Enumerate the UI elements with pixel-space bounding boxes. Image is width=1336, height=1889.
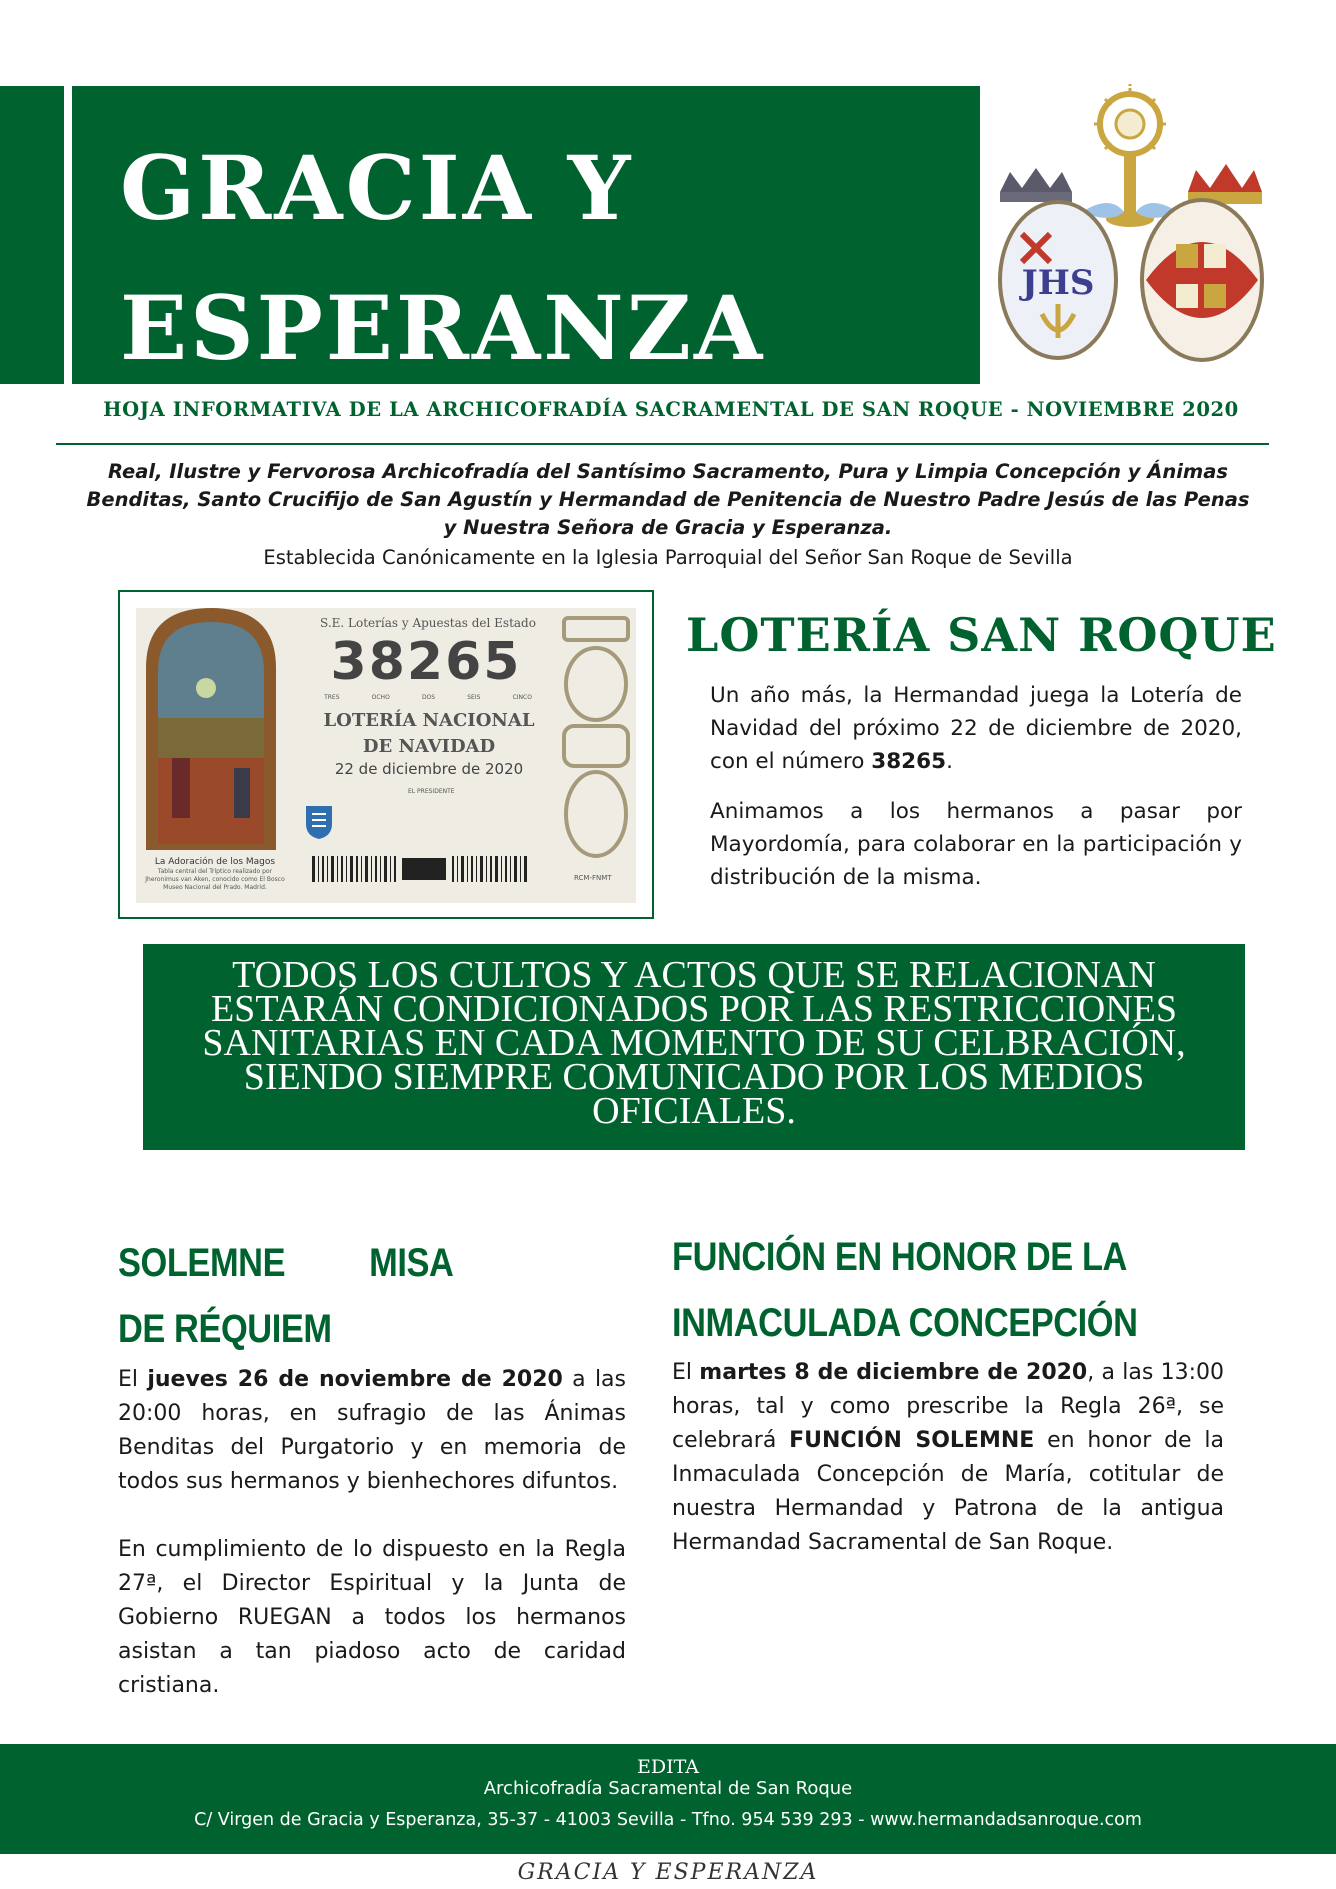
left-crown-icon [1000,168,1072,202]
lottery-period: . [946,749,953,774]
barcode-image [312,856,532,882]
ticket-number: 38265 [330,632,522,692]
svg-text:JHS: JHS [1021,263,1095,303]
monstrance-icon [1082,84,1178,227]
inmaculada-text-c: , a las 13:00 horas, tal y como prescribe la Regla 26ª, se celebrará [672,1360,1224,1453]
masthead-accent-bar [0,86,64,384]
notice-line-4: SIENDO SIEMPRE COMUNICADO POR LOS MEDIOS [243,1056,1145,1098]
requiem-paragraph-2: En cumplimiento de lo dispuesto en la Regla 27ª, el Director Espiritual y la Junta de Gobierno RUEGAN a todos los hermanos asistan a tan piadoso acto de caridad cristiana. [118,1537,626,1698]
inmaculada-text-e: en honor de la Inmaculada Concepción de María, cotitular de nuestra Hermandad y Patrona de la antigua Hermandad Sacramental de San Roque. [672,1428,1224,1555]
full-name-line-2: Benditas, Santo Crucifijo de San Agustín y Hermandad de Penitencia de Nuestro Padre Jesús de las Penas [86,488,1250,511]
right-oval-shield [1142,200,1262,360]
ticket-product-name [304,708,554,760]
requiem-text-c: a las 20:00 horas, en sufragio de las Ánimas Benditas del Purgatorio y en memoria de todos sus hermanos y bienhechores difuntos. [118,1367,626,1494]
inmaculada-text-a: El [672,1360,700,1385]
footer-tagline-logo: GRACIA Y ESPERANZA [517,1860,819,1885]
lottery-paragraph-2: Animamos a los hermanos a pasar por Mayordomía, para colaborar en la participación y distribución de la misma. [710,799,1242,890]
notice-line-1: TODOS LOS CULTOS Y ACTOS QUE SE RELACIONAN [232,954,1156,996]
inmaculada-paragraph [672,1356,1224,1560]
newsletter-subtitle: HOJA INFORMATIVA DE LA ARCHICOFRADÍA SACRAMENTAL DE SAN ROQUE - NOVIEMBRE 2020 [103,398,1239,421]
left-oval-shield [1000,202,1116,358]
full-name-line-3: y Nuestra Señora de Gracia y Esperanza. [443,516,893,539]
notice-line-3: SANITARIAS EN CADA MOMENTO DE SU CELBRACIÓN, [202,1022,1186,1064]
adoration-painting-image [136,608,286,850]
inmaculada-function-title: FUNCIÓN SOLEMNE [789,1428,1035,1453]
caption-title: La Adoración de los Magos [154,857,276,867]
brotherhood-crest-logo [990,84,1270,374]
requiem-heading-word-1: SOLEMNE [118,1241,286,1285]
brotherhood-full-name [60,458,1276,542]
ticket-stub-frames [558,614,634,870]
inmaculada-heading-line-2: INMACULADA CONCEPCIÓN [672,1301,1138,1345]
lottery-ticket-image [118,590,654,919]
caption-line-1: Tabla central del Tríptico realizado por [157,868,273,875]
number-word: TRES [324,694,340,701]
lottery-heading: LOTERÍA SAN ROQUE [686,608,1277,662]
requiem-date: jueves 26 de noviembre de 2020 [147,1367,563,1392]
number-word: DOS [421,694,436,701]
requiem-text-a: El [118,1367,148,1392]
inmaculada-heading-line-1: FUNCIÓN EN HONOR DE LA [672,1235,1127,1279]
title-line-1: GRACIA Y [120,136,634,240]
product-line-2: DE NAVIDAD [362,736,496,757]
inmaculada-date: martes 8 de diciembre de 2020 [699,1360,1088,1385]
footer-publisher: Archicofradía Sacramental de San Roque [483,1778,853,1799]
ticket-draw-date: 22 de diciembre de 2020 [334,760,524,778]
title-line-2: ESPERANZA [120,276,766,380]
ticket-body [136,608,636,903]
notice-line-2: ESTARÁN CONDICIONADOS POR LAS RESTRICCIONES [210,988,1178,1030]
ticket-signature-label: EL PRESIDENTE [408,788,455,795]
number-word: CINCO [512,694,532,701]
requiem-heading-line-2: DE RÉQUIEM [118,1307,332,1351]
number-word: OCHO [371,694,390,701]
ticket-issuer: S.E. Loterías y Apuestas del Estado [320,616,536,630]
lottery-text: Un año más, la Hermandad juega la Lotería de Navidad del próximo 22 de diciembre de 2020, con el número [710,683,1242,774]
ticket-number-words [308,694,548,701]
subtitle-divider [56,443,1269,445]
full-name-line-1: Real, Ilustre y Fervorosa Archicofradía del Santísimo Sacramento, Pura y Limpia Concepción y Ánimas [107,460,1229,483]
notice-line-5: OFICIALES. [592,1090,796,1132]
newsletter-title [120,118,960,398]
lottery-paragraph-1 [710,679,1242,778]
ticket-code: RCM-FNMT [574,874,612,882]
requiem-paragraph-1 [118,1363,626,1499]
established-note: Establecida Canónicamente en la Iglesia Parroquial del Señor San Roque de Sevilla [263,546,1073,569]
painting-caption [140,856,290,892]
footer-contact-address: C/ Virgen de Gracia y Esperanza, 35-37 - 41003 Sevilla - Tfno. 954 539 293 - www.hermandadsanroque.com [194,1810,1142,1830]
notice-text [143,954,1245,1132]
number-word: SEIS [467,694,481,701]
lottery-shield-icon [304,804,334,840]
right-crown-icon [1188,164,1262,204]
footer-edita-label: EDITA [637,1756,699,1778]
caption-line-3: Museo Nacional del Prado. Madrid. [163,884,267,891]
product-line-1: LOTERÍA NACIONAL [323,710,535,731]
caption-line-2: Jheronimus van Aken, conocido como El Bosco [145,876,285,883]
requiem-heading-word-2: MISA [369,1241,454,1285]
lottery-number: 38265 [871,749,947,774]
requiem-heading-line-1 [118,1230,453,1296]
